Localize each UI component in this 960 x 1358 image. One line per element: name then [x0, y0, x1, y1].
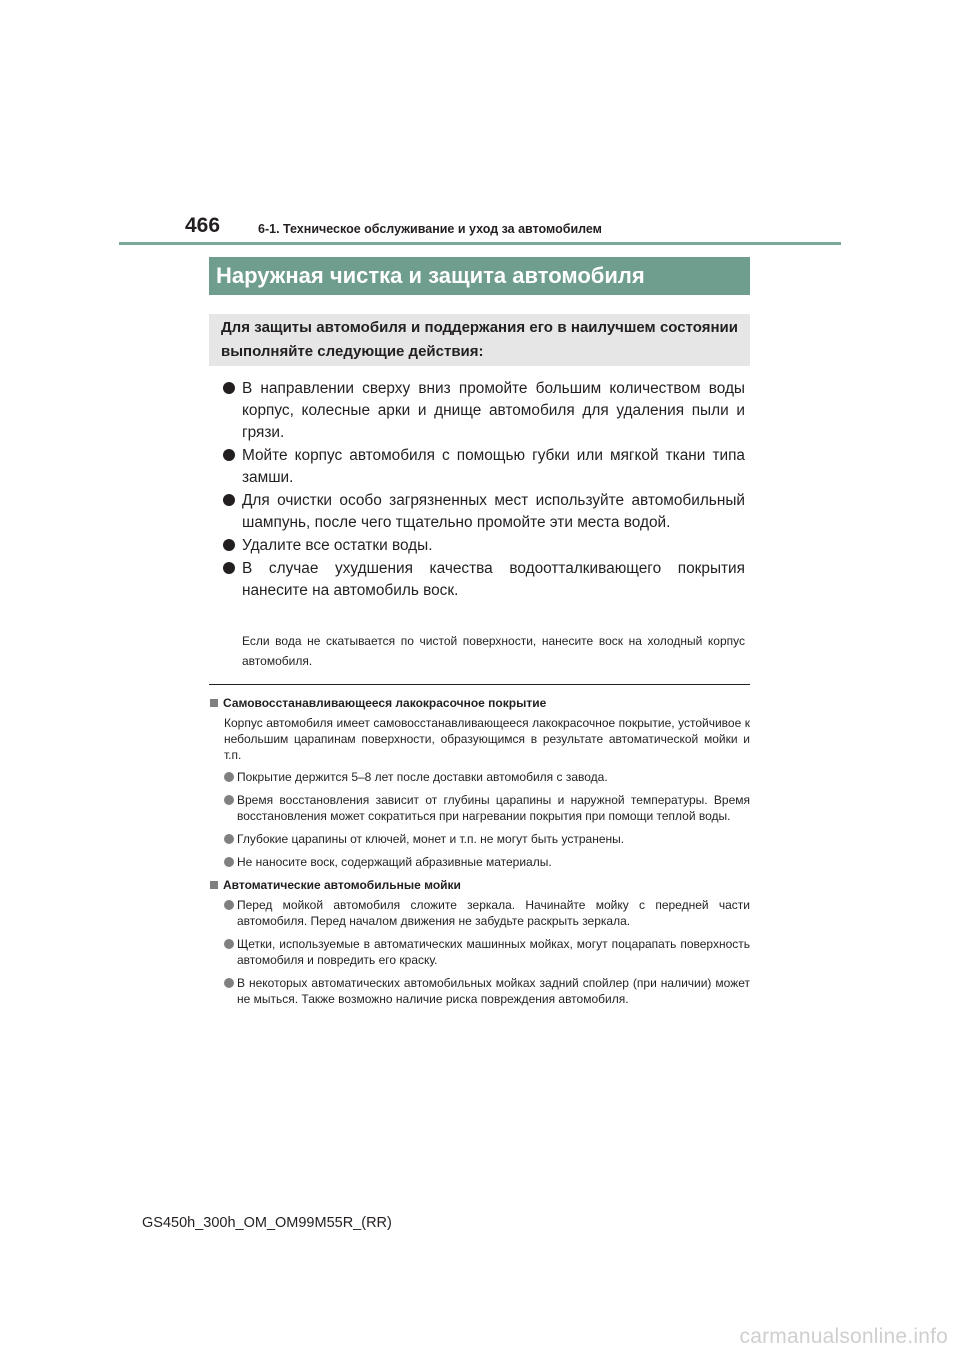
bullet-icon	[223, 494, 235, 506]
bullet-icon	[224, 978, 234, 988]
bullet-icon	[224, 857, 234, 867]
list-item	[209, 897, 750, 929]
square-bullet-icon	[210, 881, 218, 889]
list-item	[222, 378, 745, 444]
list-item-text: Мойте корпус автомобиля с помощью губки или мягкой ткани типа замши.	[242, 447, 745, 486]
list-item-text: В некоторых автоматических автомобильных мойках задний спойлер (при наличии) может не мыться. Также возможно наличие риска повреждения автомобиля.	[237, 976, 750, 1006]
page-title: Наружная чистка и защита автомобиля	[209, 257, 750, 295]
self-restoring-paint-description: Корпус автомобиля имеет самовосстанавливающееся лакокрасочное покрытие, устойчивое к небольшим царапинам поверхности, образующимся в результате автоматической мойки и т.п.	[224, 716, 750, 762]
list-item	[209, 792, 750, 824]
intro-box: Для защиты автомобиля и поддержания его в наилучшем состоянии выполняйте следующие действия:	[209, 314, 750, 366]
list-item-text: Для очистки особо загрязненных мест используйте автомобильный шампунь, после чего тщательно промойте эти места водой.	[242, 492, 745, 531]
list-item-text: Удалите все остатки воды.	[242, 537, 433, 554]
bullet-icon	[223, 382, 235, 394]
list-item-text: Время восстановления зависит от глубины царапины и наружной температуры. Время восстановления может сократиться при нагревании покрытия при помощи теплой воды.	[237, 793, 750, 823]
bullet-icon	[224, 834, 234, 844]
list-item	[222, 535, 745, 557]
list-item-text: Перед мойкой автомобиля сложите зеркала. Начинайте мойку с передней части автомобиля. Перед началом движения не забудьте раскрыть зеркала.	[237, 898, 750, 928]
self-restoring-paint-heading	[209, 695, 750, 711]
car-wash-heading	[209, 877, 750, 893]
bullet-icon	[224, 772, 234, 782]
square-bullet-icon	[210, 699, 218, 707]
heading-text: Самовосстанавливающееся лакокрасочное покрытие	[223, 696, 547, 710]
notes-area	[209, 695, 750, 1014]
list-item	[209, 769, 750, 785]
page-number: 466	[185, 214, 221, 237]
list-item-text: Глубокие царапины от ключей, монет и т.п. не могут быть устранены.	[237, 832, 625, 846]
wax-note: Если вода не скатывается по чистой поверхности, нанесите воск на холодный корпус автомобиля.	[242, 634, 745, 668]
list-item	[222, 558, 745, 602]
bullet-icon	[224, 939, 234, 949]
list-item-text: В направлении сверху вниз промойте большим количеством воды корпус, колесные арки и днище автомобиля для удаления пыли и грязи.	[242, 380, 745, 441]
bullet-icon	[224, 795, 234, 805]
bullet-icon	[223, 562, 235, 574]
list-item	[209, 936, 750, 968]
list-item-text: В случае ухудшения качества водоотталкивающего покрытия нанесите на автомобиль воск.	[242, 560, 745, 599]
heading-text: Автоматические автомобильные мойки	[223, 878, 461, 892]
section-title: 6-1. Техническое обслуживание и уход за автомобилем	[258, 222, 602, 236]
site-watermark: carmanualsonline.info	[739, 1325, 948, 1348]
list-item	[222, 490, 745, 534]
list-item-text: Щетки, используемые в автоматических машинных мойках, могут поцарапать поверхность автомобиля и повредить его краску.	[237, 937, 750, 967]
bullet-icon	[224, 900, 234, 910]
manual-code-footer: GS450h_300h_OM_OM99M55R_(RR)	[142, 1215, 392, 1231]
list-item	[209, 975, 750, 1007]
list-item-text: Не наносите воск, содержащий абразивные материалы.	[237, 855, 552, 869]
bullet-icon	[223, 539, 235, 551]
main-steps-list	[222, 378, 745, 603]
bullet-icon	[223, 449, 235, 461]
section-divider	[209, 684, 750, 685]
list-item	[209, 854, 750, 870]
list-item	[222, 445, 745, 489]
header-rule	[119, 242, 841, 245]
list-item	[209, 831, 750, 847]
list-item-text: Покрытие держится 5–8 лет после доставки автомобиля с завода.	[237, 770, 608, 784]
